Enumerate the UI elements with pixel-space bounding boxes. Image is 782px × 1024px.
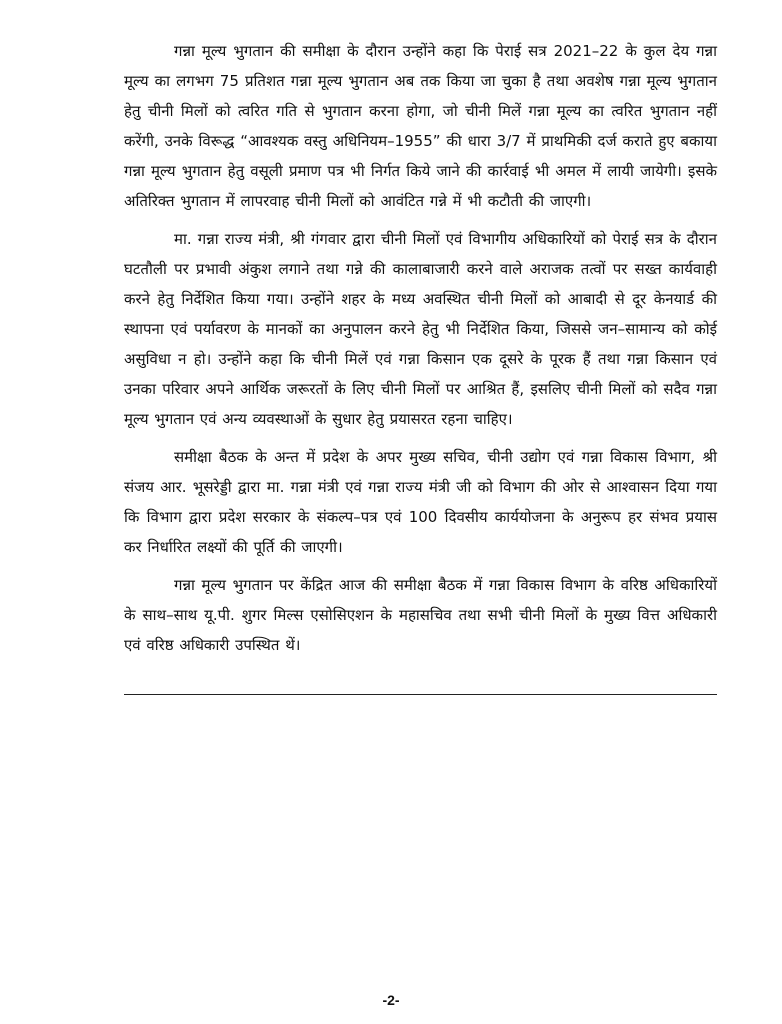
paragraph-meeting-conclusion: समीक्षा बैठक के अन्त में प्रदेश के अपर मुख्य सचिव, चीनी उद्योग एवं गन्ना विकास विभाग, श्री संजय आर. भूसरेड्डी द्वारा मा. गन्ना मंत्री एवं गन्ना राज्य मंत्री जी को विभाग की ओर से आश्वासन दिया गया कि विभाग द्वारा प्रदेश सरकार के संकल्प–पत्र एवं 100 दिवसीय कार्ययोजना के अनुरूप हर संभव प्रयास कर निर्धारित लक्ष्यों की पूर्ति की जाएगी।	[124, 448, 717, 556]
paragraph-payment-review: गन्ना मूल्य भुगतान की समीक्षा के दौरान उन्होंने कहा कि पेराई सत्र 2021–22 के कुल देय गन्ना मूल्य का लगभग 75 प्रतिशत गन्ना मूल्य भुगतान अब तक किया जा चुका है तथा अवशेष गन्ना मूल्य भुगतान हेतु चीनी मिलों को त्वरित गति से भुगतान करना होगा, जो चीनी मिलें गन्ना मूल्य का त्वरित भुगतान नहीं करेंगी, उनके विरूद्ध “आवश्यक वस्तु अधिनियम–1955” की धारा 3/7 में प्राथमिकी दर्ज कराते हुए बकाया गन्ना मूल्य भुगतान हेतु वसूली प्रमाण पत्र भी निर्गत किये जाने की कार्रवाई भी अमल में लायी जायेगी। इसके अतिरिक्त भुगतान में लापरवाह चीनी मिलों को आवंटित गन्ने में भी कटौती की जाएगी।	[124, 42, 717, 210]
paragraph-minister-directions: मा. गन्ना राज्य मंत्री, श्री गंगवार द्वारा चीनी मिलों एवं विभागीय अधिकारियों को पेराई सत्र के दौरान घटतौली पर प्रभावी अंकुश लगाने तथा गन्ने की कालाबाजारी करने वाले अराजक तत्वों पर सख्त कार्यवाही करने हेतु निर्देशित किया गया। उन्होंने शहर के मध्य अवस्थित चीनी मिलों को आबादी से दूर केनयार्ड की स्थापना एवं पर्यावरण के मानकों का अनुपालन करने हेतु भी निर्देशित किया, जिससे जन–सामान्य को कोई असुविधा न हो। उन्होंने कहा कि चीनी मिलें एवं गन्ना किसान एक दूसरे के पूरक हैं तथा गन्ना किसान एवं उनका परिवार अपने आर्थिक जरूरतों के लिए चीनी मिलों पर आश्रित हैं, इसलिए चीनी मिलों को सदैव गन्ना मूल्य भुगतान एवं अन्य व्यवस्थाओं के सुधार हेतु प्रयासरत रहना चाहिए।	[124, 230, 717, 428]
horizontal-divider	[124, 694, 717, 695]
page-number: -2-	[382, 992, 400, 1008]
document-body	[124, 36, 717, 668]
paragraph-attendees: गन्ना मूल्य भुगतान पर केंद्रित आज की समीक्षा बैठक में गन्ना विकास विभाग के वरिष्ठ अधिकारियों के साथ–साथ यू.पी. शुगर मिल्स एसोसिएशन के महासचिव तथा सभी चीनी मिलों के मुख्य वित्त अधिकारी एवं वरिष्ठ अधिकारी उपस्थित थें।	[124, 576, 717, 654]
